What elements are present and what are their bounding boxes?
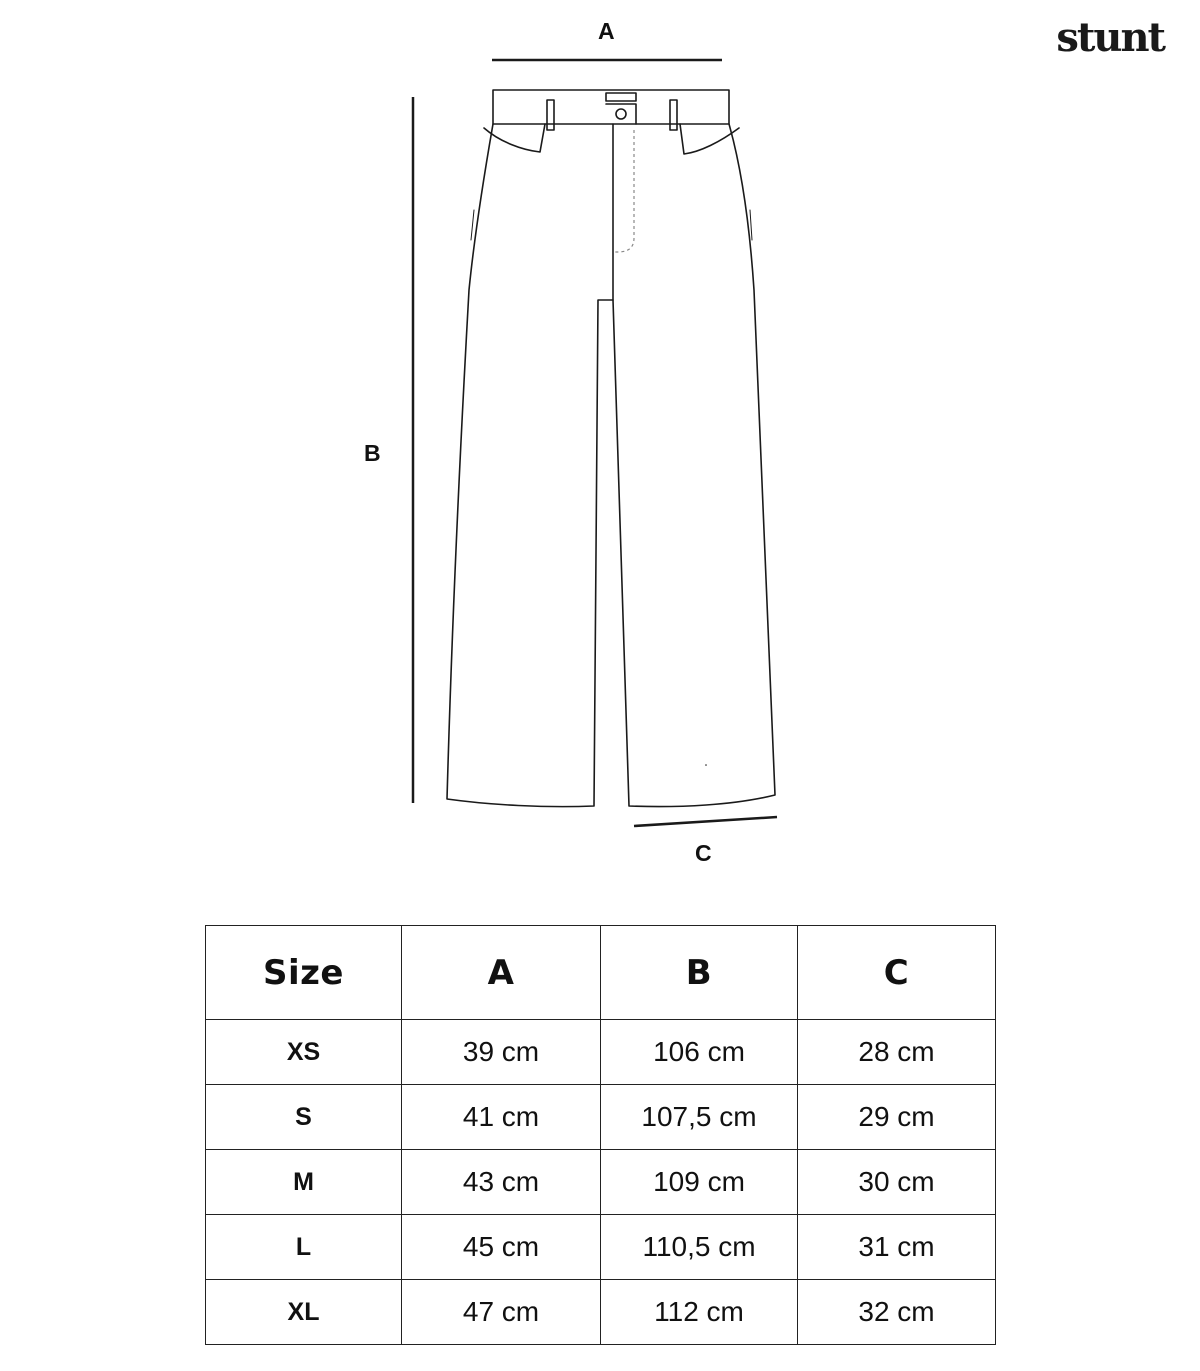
dimension-label-c: C <box>695 840 712 866</box>
b-cell: 106 cm <box>601 1020 798 1085</box>
dimension-label-b: B <box>364 440 381 466</box>
table-row <box>206 1085 996 1150</box>
table-row <box>206 1020 996 1085</box>
c-cell: 31 cm <box>798 1215 996 1280</box>
pants-outline <box>447 90 775 807</box>
c-cell: 32 cm <box>798 1280 996 1345</box>
table-row <box>206 1215 996 1280</box>
c-cell: 29 cm <box>798 1085 996 1150</box>
header-c: C <box>798 926 996 1020</box>
header-a: A <box>402 926 601 1020</box>
a-cell: 39 cm <box>402 1020 601 1085</box>
dimension-label-a: A <box>598 18 615 44</box>
size-cell: S <box>206 1085 402 1150</box>
size-chart-table <box>205 925 996 1345</box>
size-cell: L <box>206 1215 402 1280</box>
a-cell: 41 cm <box>402 1085 601 1150</box>
size-cell: XL <box>206 1280 402 1345</box>
a-cell: 43 cm <box>402 1150 601 1215</box>
table-row <box>206 1280 996 1345</box>
c-cell: 30 cm <box>798 1150 996 1215</box>
c-cell: 28 cm <box>798 1020 996 1085</box>
b-cell: 112 cm <box>601 1280 798 1345</box>
b-cell: 107,5 cm <box>601 1085 798 1150</box>
table-row <box>206 1150 996 1215</box>
dimension-line-c <box>634 817 777 826</box>
table-header-row <box>206 926 996 1020</box>
header-size: Size <box>206 926 402 1020</box>
b-cell: 110,5 cm <box>601 1215 798 1280</box>
size-cell: XS <box>206 1020 402 1085</box>
b-cell: 109 cm <box>601 1150 798 1215</box>
a-cell: 47 cm <box>402 1280 601 1345</box>
header-b: B <box>601 926 798 1020</box>
size-cell: M <box>206 1150 402 1215</box>
a-cell: 45 cm <box>402 1215 601 1280</box>
brand-logo: stunt <box>1056 14 1164 61</box>
